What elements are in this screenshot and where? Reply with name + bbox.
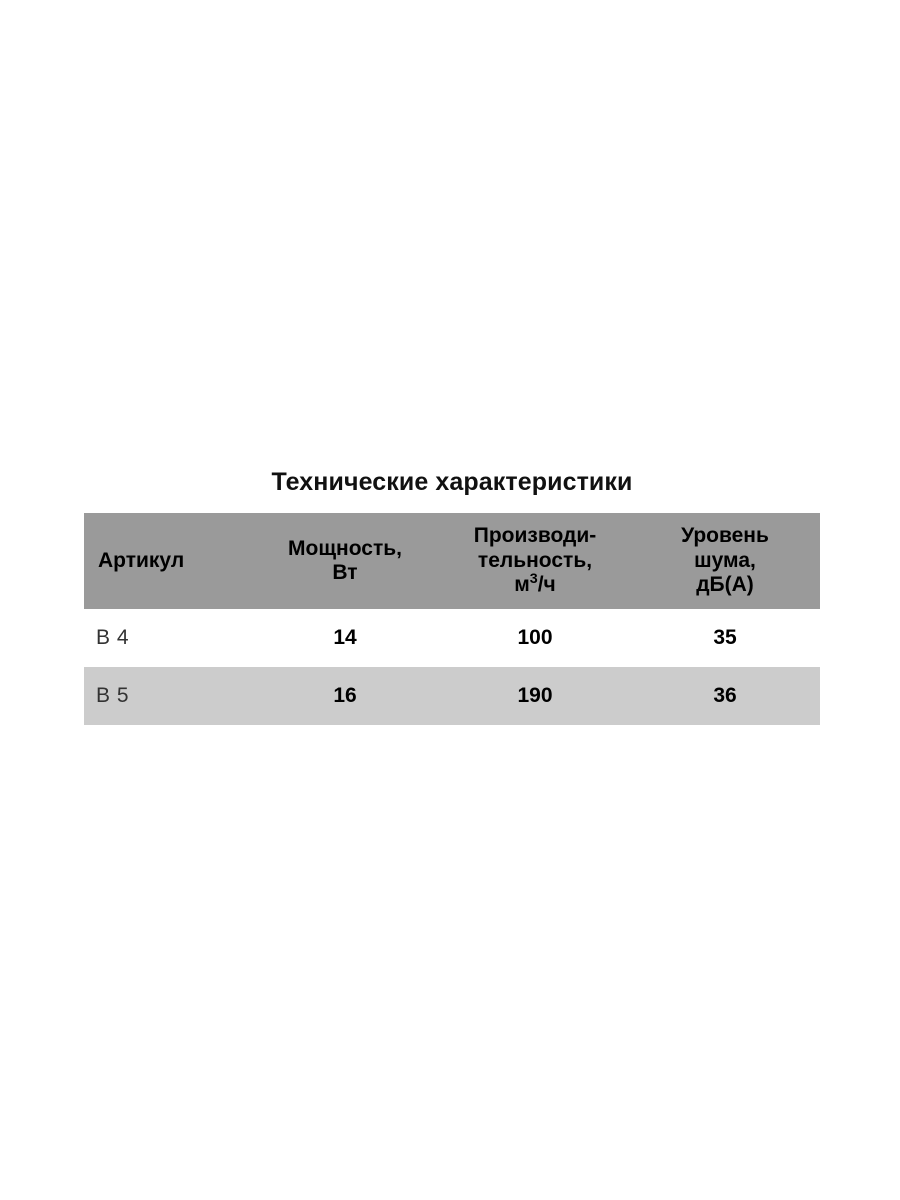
page-title: Технические характеристики (271, 468, 633, 496)
column-header-noise (630, 513, 820, 609)
cell-capacity: 100 (517, 626, 553, 649)
column-header-capacity-unit-rest: /ч (537, 573, 556, 597)
cell-noise: 35 (713, 626, 737, 649)
cell-noise: 36 (713, 684, 737, 707)
specifications-block (84, 468, 820, 725)
column-header-noise-line3: дБ(А) (696, 573, 754, 597)
cell-power: 14 (333, 626, 357, 649)
cell-capacity: 190 (517, 684, 553, 707)
cell-article: В 4 (96, 626, 130, 649)
column-header-capacity-unit: м (514, 573, 530, 597)
column-header-power-line2: Вт (332, 561, 358, 584)
column-header-article-line1: Артикул (98, 548, 185, 572)
column-header-power-line1: Мощность, (288, 536, 402, 560)
column-header-noise-line1: Уровень (681, 524, 769, 548)
table-body (84, 609, 820, 725)
column-header-article (84, 513, 250, 609)
column-header-power (250, 513, 440, 609)
table-row (84, 609, 820, 667)
column-header-noise-line2: шума, (694, 548, 756, 572)
table-header (84, 513, 820, 609)
table-header-row (84, 513, 820, 609)
column-header-capacity (440, 513, 630, 609)
specifications-table (84, 513, 820, 725)
cell-power: 16 (333, 684, 357, 707)
column-header-capacity-unit-sup: 3 (529, 571, 538, 588)
table-row (84, 667, 820, 725)
cell-article: В 5 (96, 684, 130, 707)
column-header-capacity-line2: тельность, (477, 548, 593, 572)
column-header-capacity-line1: Производи- (473, 524, 597, 548)
